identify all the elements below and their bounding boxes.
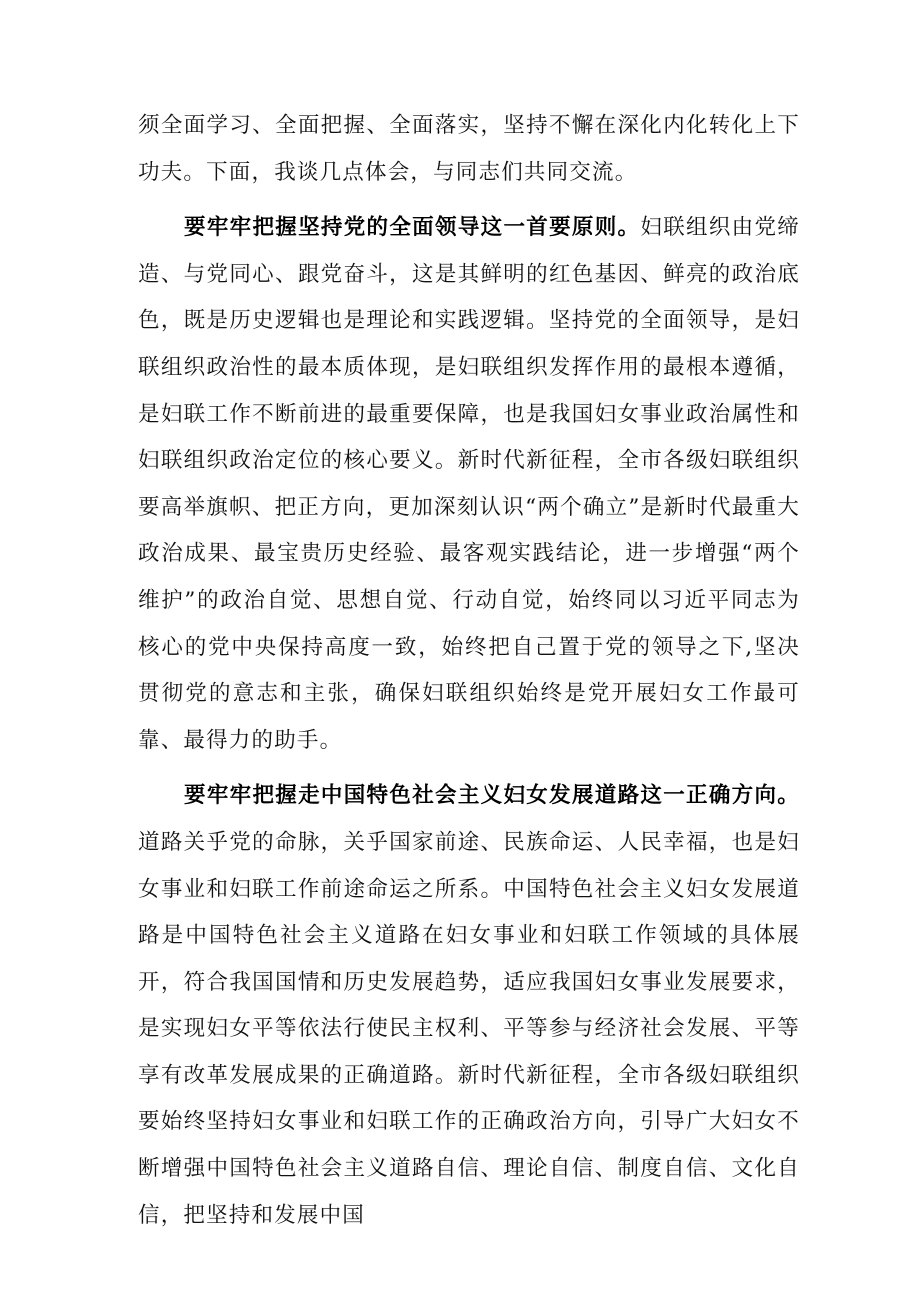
paragraph-text: 妇联组织由党缔造、与党同心、跟党奋斗，这是其鲜明的红色基因、鲜亮的政治底色，既是历史逻辑也是理论和实践逻辑。坚持党的全面领导，是妇联组织政治性的最本质体现，是妇联组织发挥作用的最根本遵循，是妇联工作不断前进的最重要保障，也是我国妇女事业政治属性和妇联组织政治定位的核心要义。新时代新征程，全市各级妇联组织要高举旗帜、把正方向，更加深刻认识“两个确立”是新时代最重大政治成果、最宝贵历史经验、最客观实践结论，进一步增强“两个维护”的政治自觉、思想自觉、行动自觉，始终同以习近平同志为核心的党中央保持高度一致，始终把自己置于党的领导之下,坚决贯彻党的意志和主张，确保妇联组织始终是党开展妇女工作最可靠、最得力的助手。: [138, 215, 800, 753]
paragraph-text: 须全面学习、全面把握、全面落实，坚持不懈在深化内化转化上下功夫。下面，我谈几点体会，与同志们共同交流。: [138, 113, 800, 185]
paragraph-heading: 要牢牢把握坚持党的全面领导这一首要原则。: [184, 215, 641, 241]
paragraph-intro-continuation: [138, 103, 800, 196]
paragraph-development-path: [138, 773, 800, 1239]
paragraph-gap: [138, 196, 800, 205]
document-page: [138, 103, 800, 1239]
paragraph-gap: [138, 764, 800, 773]
paragraph-heading: 要牢牢把握走中国特色社会主义妇女发展道路这一正确方向。: [184, 783, 800, 809]
paragraph-party-leadership: [138, 205, 800, 764]
paragraph-text: 道路关乎党的命脉，关乎国家前途、民族命运、人民幸福，也是妇女事业和妇联工作前途命运之所系。中国特色社会主义妇女发展道路是中国特色社会主义道路在妇女事业和妇联工作领域的具体展开，符合我国国情和历史发展趋势，适应我国妇女事业发展要求，是实现妇女平等依法行使民主权利、平等参与经济社会发展、平等享有改革发展成果的正确道路。新时代新征程，全市各级妇联组织要始终坚持妇女事业和妇联工作的正确政治方向，引导广大妇女不断增强中国特色社会主义道路自信、理论自信、制度自信、文化自信，把坚持和发展中国: [138, 829, 800, 1228]
